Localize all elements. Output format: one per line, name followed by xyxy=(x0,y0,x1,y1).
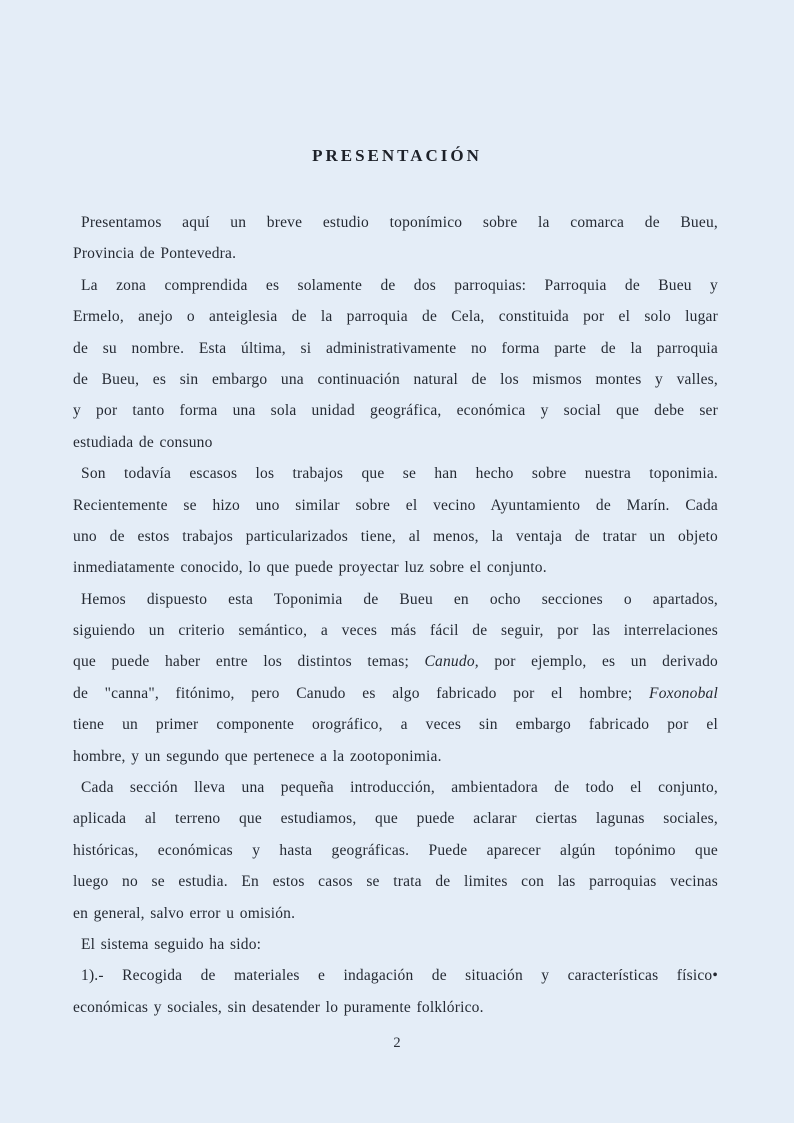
document-body xyxy=(73,207,718,1023)
text-line: La zona comprendida es solamente de dos parroquias: Parroquia de Bueu y xyxy=(81,276,718,294)
text-line: de "canna", fitónimo, pero Canudo es algo fabricado por el hombre; Foxonobal xyxy=(73,684,718,702)
text-line: hombre, y un segundo que pertenece a la zootoponimia. xyxy=(73,747,442,765)
page-number: 2 xyxy=(393,1035,401,1052)
text-line: de Bueu, es sin embargo una continuación natural de los mismos montes y valles, xyxy=(73,370,718,388)
text-line: en general, salvo error u omisión. xyxy=(73,904,296,922)
text-line: aplicada al terreno que estudiamos, que puede aclarar ciertas lagunas sociales, xyxy=(73,810,718,828)
text-line: de su nombre. Esta última, si administrativamente no forma parte de la parroquia xyxy=(73,339,718,357)
text-line: siguiendo un criterio semántico, a veces más fácil de seguir, por las interrelaciones xyxy=(73,622,718,640)
text-line: inmediatamente conocido, lo que puede proyectar luz sobre el conjunto. xyxy=(73,559,547,577)
text-line: económicas y sociales, sin desatender lo puramente folklórico. xyxy=(73,998,484,1016)
text-line: Son todavía escasos los trabajos que se han hecho sobre nuestra toponimia. xyxy=(81,465,718,483)
text-line: luego no se estudia. En estos casos se trata de limites con las parroquias vecinas xyxy=(73,873,718,891)
page-title: PRESENTACIÓN xyxy=(312,146,482,165)
text-line: uno de estos trabajos particularizados tiene, al menos, la ventaja de tratar un objeto xyxy=(73,527,718,545)
text-line: Ermelo, anejo o anteiglesia de la parroquia de Cela, constituida por el solo lugar xyxy=(73,308,718,326)
text-line: 1).- Recogida de materiales e indagación de situación y características físico• xyxy=(81,967,718,985)
text-line: Provincia de Pontevedra. xyxy=(73,245,237,263)
text-line: históricas, económicas y hasta geográficas. Puede aparecer algún topónimo que xyxy=(73,841,718,859)
text-line: tiene un primer componente orográfico, a veces sin embargo fabricado por el xyxy=(73,716,718,734)
text-line: Presentamos aquí un breve estudio toponímico sobre la comarca de Bueu, xyxy=(81,214,718,231)
text-line: El sistema seguido ha sido: xyxy=(81,935,262,953)
text-line: Hemos dispuesto esta Toponimia de Bueu en ocho secciones o apartados, xyxy=(81,590,718,608)
text-line: Cada sección lleva una pequeña introducción, ambientadora de todo el conjunto, xyxy=(81,779,718,797)
text-line: Recientemente se hizo uno similar sobre el vecino Ayuntamiento de Marín. Cada xyxy=(73,496,718,514)
text-line: estudiada de consuno xyxy=(73,433,213,451)
text-line: y por tanto forma una sola unidad geográfica, económica y social que debe ser xyxy=(73,402,718,420)
text-line: que puede haber entre los distintos temas; Canudo, por ejemplo, es un derivado xyxy=(73,653,718,671)
